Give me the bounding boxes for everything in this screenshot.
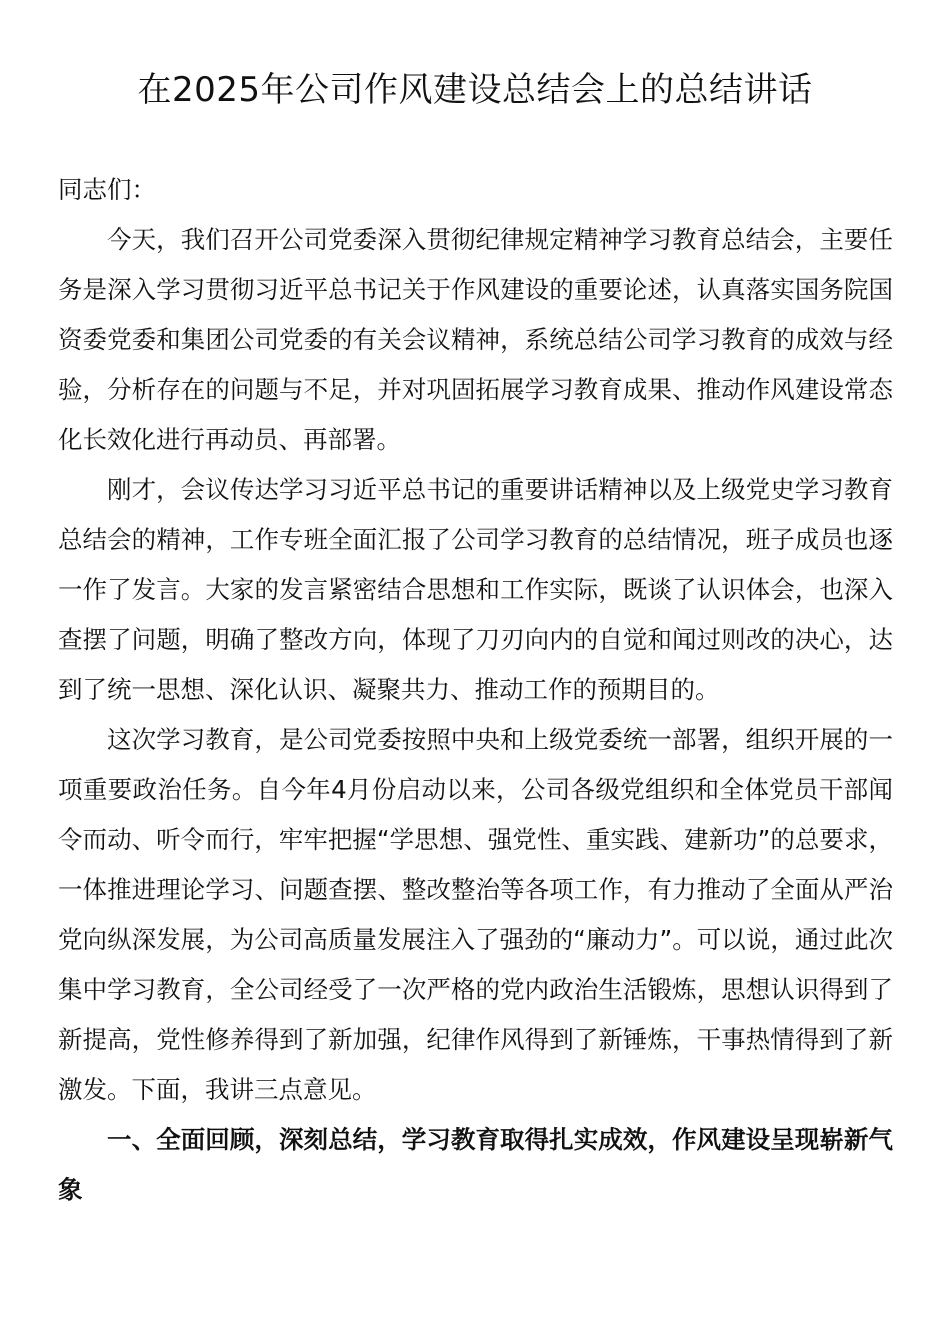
paragraph-education-summary: 这次学习教育，是公司党委按照中央和上级党委统一部署，组织开展的一项重要政治任务。自今年4月份启动以来，公司各级党组织和全体党员干部闻令而动、听令而行，牢牢把握“学思想、强党性、重实践、建新功”的总要求，一体推进理论学习、问题查摆、整改整治等各项工作，有力推动了全面从严治党向纵深发展，为公司高质量发展注入了强劲的“廉动力”。可以说，通过此次集中学习教育，全公司经受了一次严格的党内政治生活锻炼，思想认识得到了新提高，党性修养得到了新加强，纪律作风得到了新锤炼，干事热情得到了新激发。下面，我讲三点意见。 bbox=[58, 725, 893, 1104]
document-body bbox=[58, 165, 893, 1215]
paragraph-meeting-review: 刚才，会议传达学习习近平总书记的重要讲话精神以及上级党史学习教育总结会的精神，工作专班全面汇报了公司学习教育的总结情况，班子成员也逐一作了发言。大家的发言紧密结合思想和工作实际，既谈了认识体会，也深入查摆了问题，明确了整改方向，体现了刀刃向内的自觉和闻过则改的决心，达到了统一思想、深化认识、凝聚共力、推动工作的预期目的。 bbox=[58, 475, 893, 704]
section-heading-one: 一、全面回顾，深刻总结，学习教育取得扎实成效，作风建设呈现崭新气象 bbox=[58, 1125, 893, 1204]
paragraph-opening: 今天，我们召开公司党委深入贯彻纪律规定精神学习教育总结会，主要任务是深入学习贯彻习近平总书记关于作风建设的重要论述，认真落实国务院国资委党委和集团公司党委的有关会议精神，系统总结公司学习教育的成效与经验，分析存在的问题与不足，并对巩固拓展学习教育成果、推动作风建设常态化长效化进行再动员、再部署。 bbox=[58, 225, 893, 454]
document-title: 在2025年公司作风建设总结会上的总结讲话 bbox=[137, 70, 813, 110]
salutation: 同志们： bbox=[58, 175, 156, 204]
